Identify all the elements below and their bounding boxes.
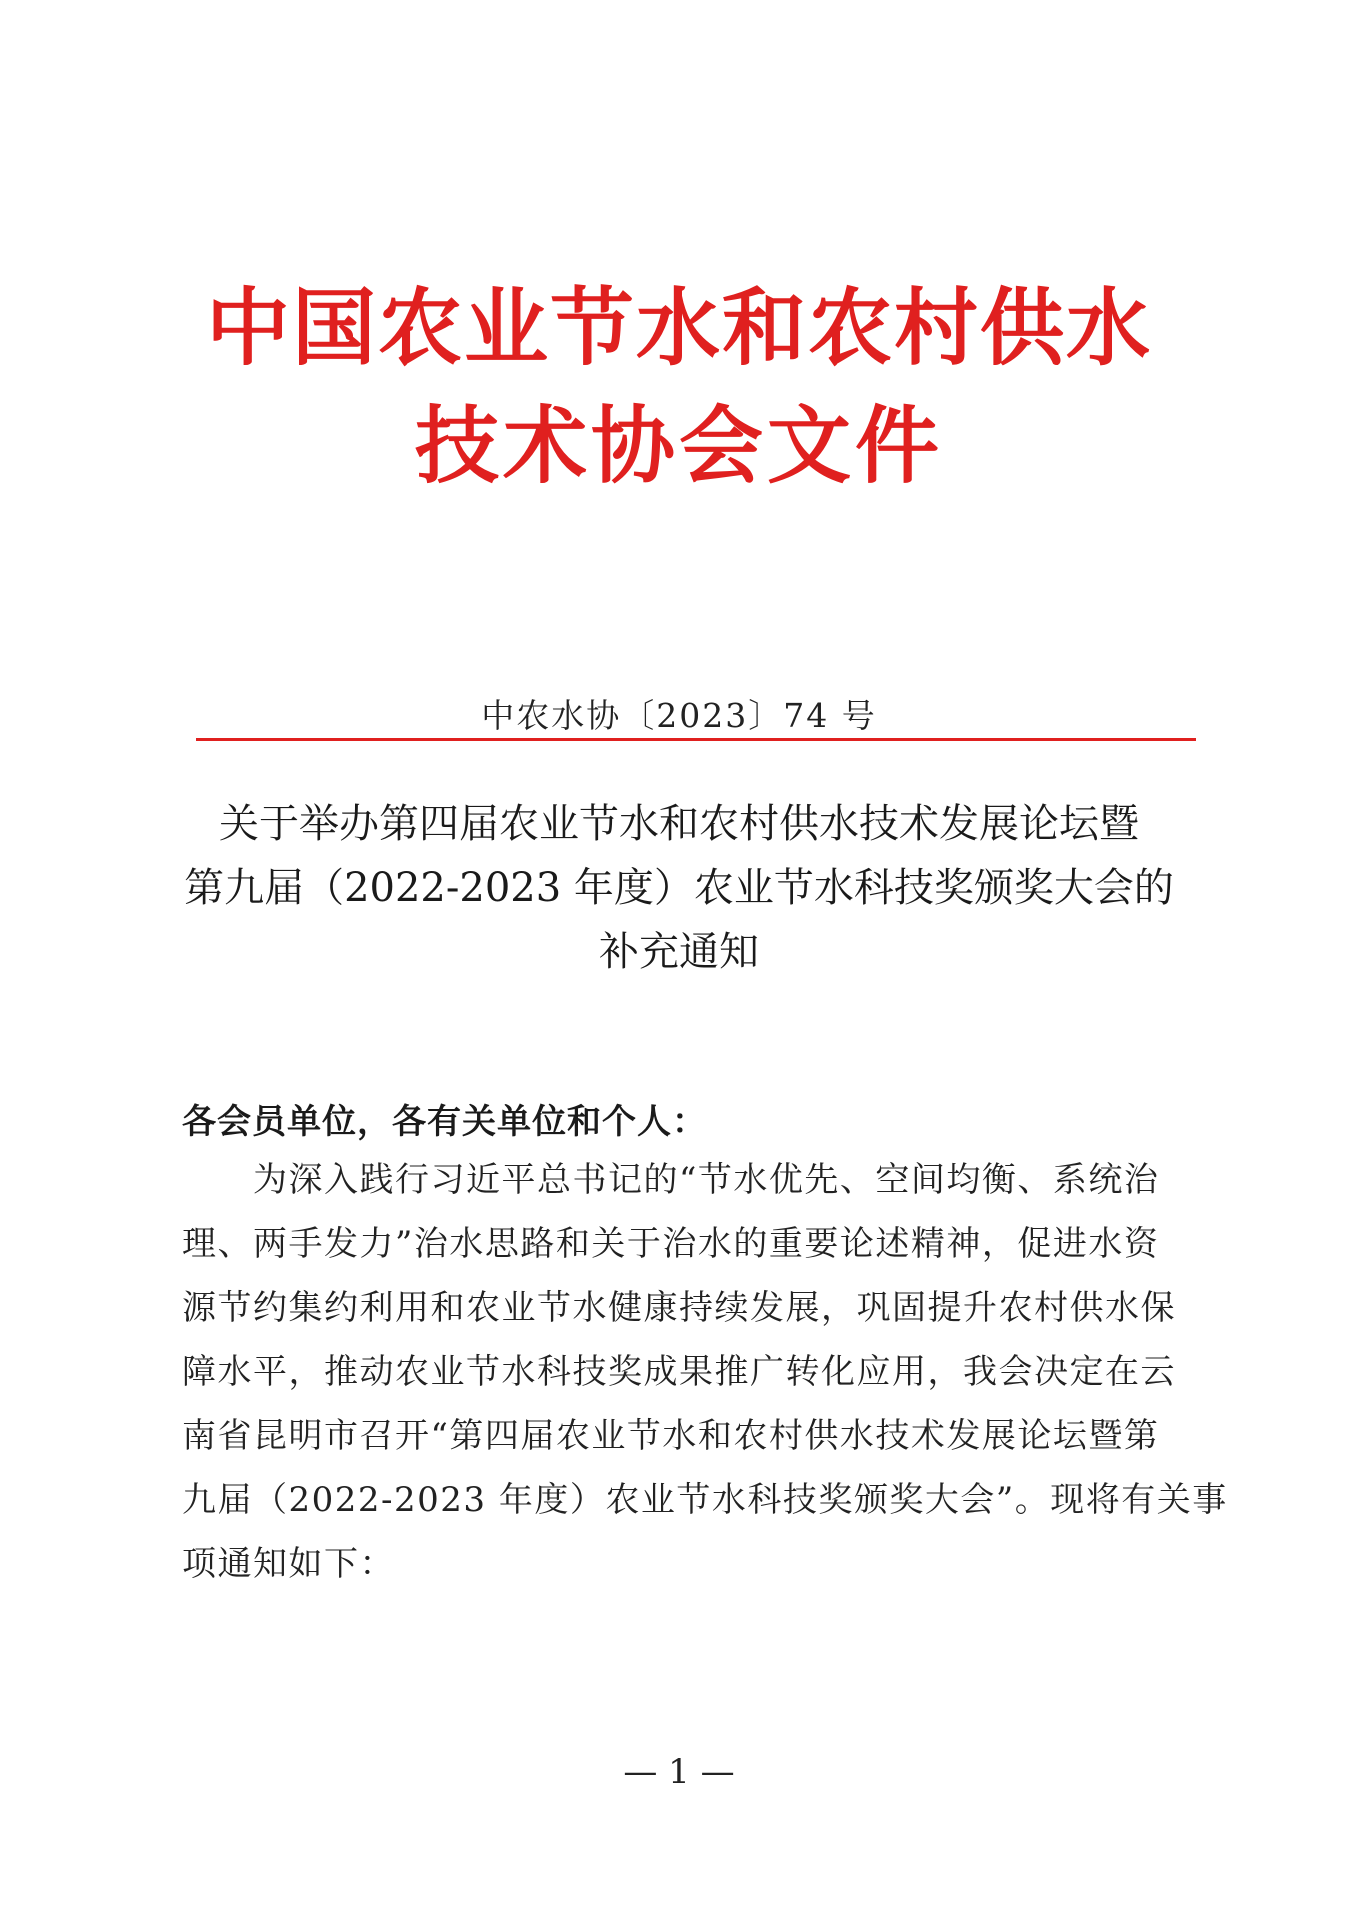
body-line: 为深入践行习近平总书记的“节水优先、空间均衡、系统治 <box>182 1160 1160 1200</box>
body-line: 理、两手发力”治水思路和关于治水的重要论述精神，促进水资 <box>182 1224 1160 1264</box>
red-divider-line <box>196 738 1196 741</box>
body-paragraph <box>182 1148 1228 1596</box>
notice-title <box>0 792 1358 984</box>
notice-title-line-1: 关于举办第四届农业节水和农村供水技术发展论坛暨 <box>219 801 1139 847</box>
body-line: 源节约集约利用和农业节水健康持续发展，巩固提升农村供水保 <box>182 1288 1176 1328</box>
page-number: — 1 — <box>623 1752 735 1792</box>
body-line: 南省昆明市召开“第四届农业节水和农村供水技术发展论坛暨第 <box>182 1416 1160 1456</box>
body-line: 项通知如下： <box>182 1544 395 1584</box>
notice-title-line-3: 补充通知 <box>599 929 759 975</box>
notice-title-line-2: 第九届（2022-2023 年度）农业节水科技奖颁奖大会的 <box>184 865 1174 911</box>
document-number: 中农水协〔2023〕74 号 <box>481 696 877 735</box>
issuer-header-line-1: 中国农业节水和农村供水 <box>205 279 1152 377</box>
issuer-header-line-2: 技术协会文件 <box>414 397 943 495</box>
salutation: 各会员单位，各有关单位和个人： <box>182 1102 707 1142</box>
body-line: 障水平，推动农业节水科技奖成果推广转化应用，我会决定在云 <box>182 1352 1176 1392</box>
body-line: 九届（2022-2023 年度）农业节水科技奖颁奖大会”。现将有关事 <box>182 1480 1228 1520</box>
